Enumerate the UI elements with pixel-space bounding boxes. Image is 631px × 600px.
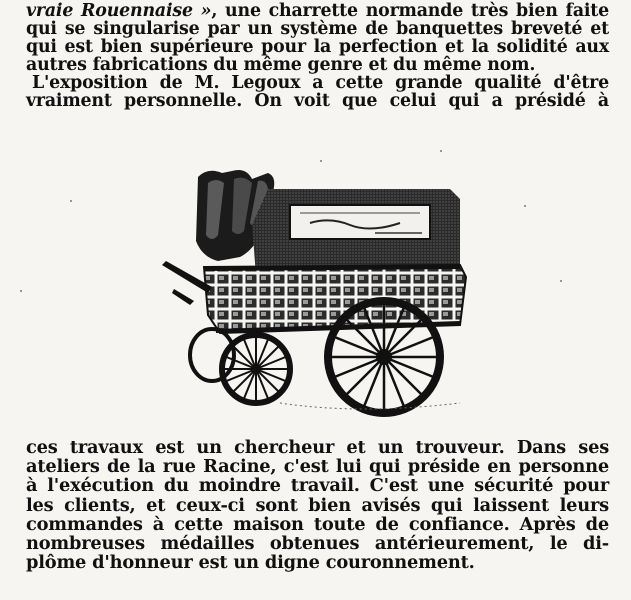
top-paragraph [26, 2, 609, 110]
text-line: qui se singularise par un système de banquettes breveté et [26, 19, 609, 39]
text-line [26, 2, 609, 20]
text-line: plôme d'honneur est un digne couronnement. [26, 552, 475, 574]
print-speck [20, 290, 22, 292]
text-line: ces travaux est un chercheur et un trouveur. Dans ses [26, 437, 609, 458]
text-span: , une charrette normande très bien faite [211, 1, 609, 21]
text-line: à l'exécution du moindre travail. C'est une sécurité pour [26, 475, 609, 497]
text-line: autres fabrications du même genre et du même nom. [26, 55, 536, 75]
text-line: les clients, et ceux-ci sont bien avisés qui laissent leurs [26, 494, 609, 516]
text-line: ateliers de la rue Racine, c'est lui qui préside en personne [26, 456, 609, 478]
print-speck [440, 150, 442, 152]
print-speck [320, 160, 322, 162]
text-line: qui est bien supérieure pour la perfection et la solidité aux [26, 37, 609, 57]
italic-phrase: vraie Rouennaise » [26, 1, 212, 21]
text-line: L'exposition de M. Legoux a cette grande qualité d'être [32, 73, 609, 93]
text-line: vraiment personnelle. On voit que celui qui a présidé à [26, 91, 609, 111]
print-speck [524, 205, 526, 207]
cart-engraving [160, 165, 485, 420]
print-speck [70, 200, 72, 202]
text-line: nombreuses médailles obtenues antérieurement, le di- [26, 533, 609, 555]
bottom-paragraph [26, 438, 609, 572]
print-speck [560, 280, 562, 282]
sign-plate [290, 205, 430, 239]
cart-illustration [160, 165, 485, 420]
text-line: commandes à cette maison toute de confiance. Après de [26, 513, 609, 535]
rear-wheel [328, 301, 440, 413]
